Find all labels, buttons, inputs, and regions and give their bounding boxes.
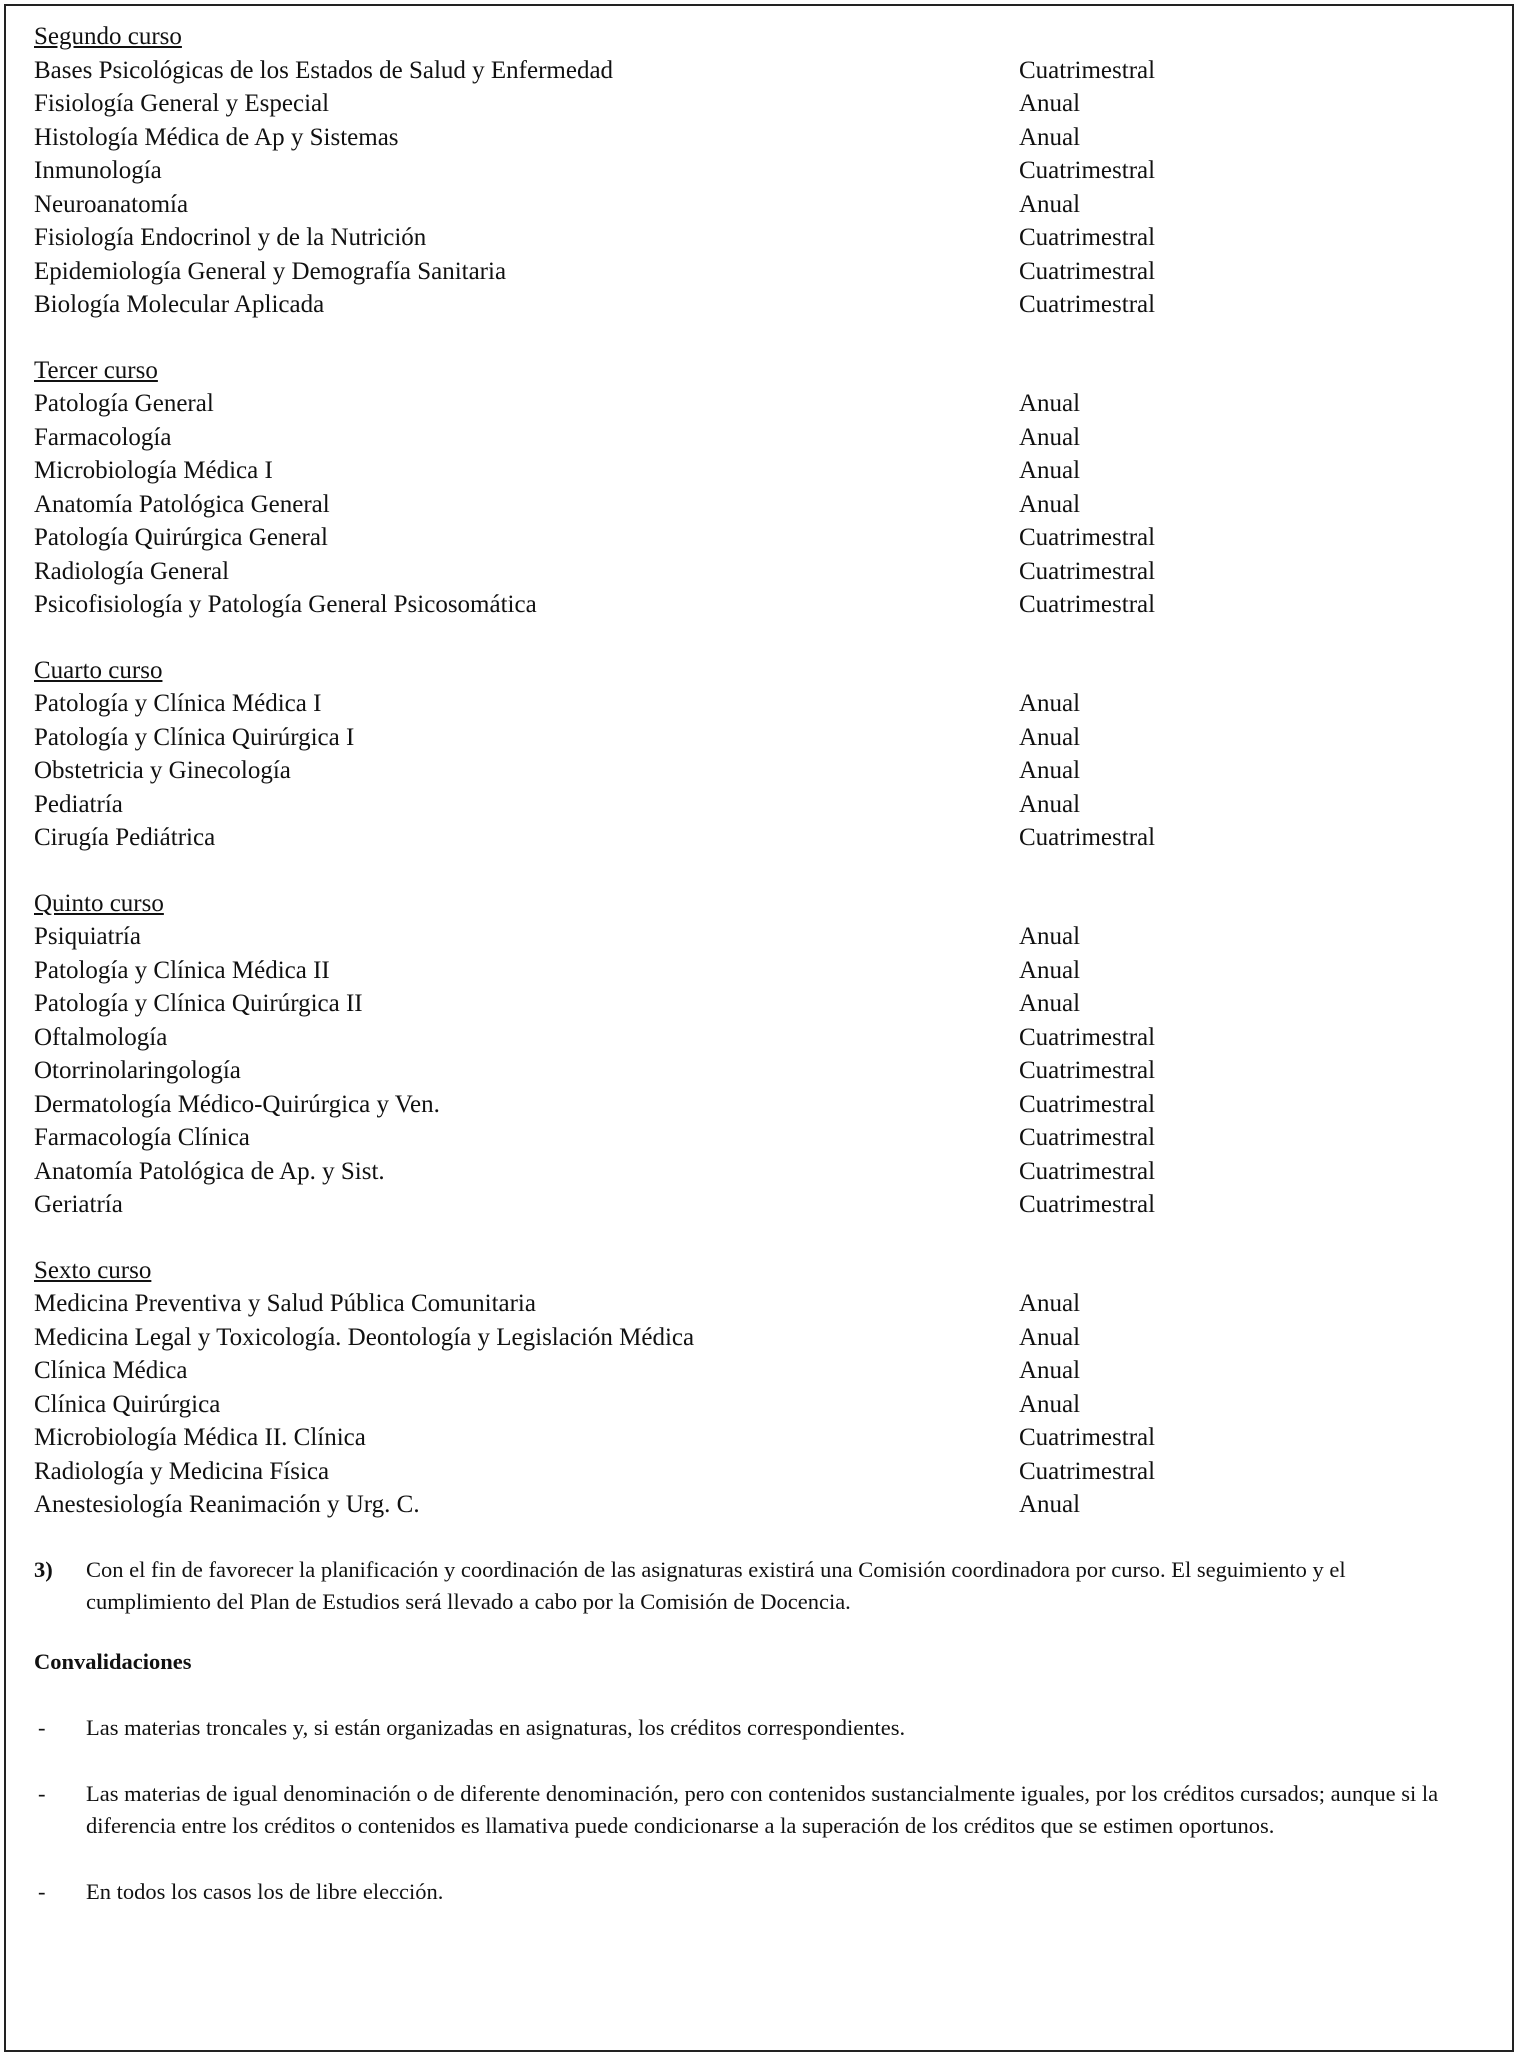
subject-duration: Anual — [1019, 690, 1081, 717]
subject-duration: Cuatrimestral — [1019, 591, 1156, 618]
subject-name: Obstetricia y Ginecología — [34, 757, 291, 784]
subject-duration: Cuatrimestral — [1019, 56, 1156, 84]
subject-row — [34, 1455, 1474, 1489]
subject-row — [34, 421, 1474, 455]
subject-duration: Anual — [1019, 90, 1081, 117]
subject-row — [34, 555, 1474, 589]
subject-name: Oftalmología — [34, 1023, 168, 1051]
subject-row — [34, 754, 1474, 788]
subject-name: Medicina Preventiva y Salud Pública Comunitaria — [34, 1290, 536, 1317]
subject-duration: Cuatrimestral — [1019, 1191, 1156, 1218]
subject-row — [34, 288, 1474, 322]
subject-name: Anatomía Patológica de Ap. y Sist. — [34, 1157, 385, 1185]
subject-name: Farmacología — [34, 423, 172, 451]
list-item — [34, 1712, 1474, 1744]
subject-name: Radiología y Medicina Física — [34, 1457, 330, 1485]
subject-name: Otorrinolaringología — [34, 1057, 241, 1084]
subject-name: Cirugía Pediátrica — [34, 824, 216, 851]
subject-name: Microbiología Médica I — [34, 457, 273, 484]
subject-name: Patología General — [34, 390, 214, 417]
subject-duration: Anual — [1019, 1290, 1081, 1317]
convalidaciones-heading: Convalidaciones — [34, 1648, 192, 1674]
subject-duration: Cuatrimestral — [1019, 1157, 1156, 1185]
subject-duration: Anual — [1019, 490, 1081, 518]
bullet-marker: - — [38, 1714, 46, 1740]
subject-duration: Anual — [1019, 1491, 1081, 1518]
subject-name: Farmacología Clínica — [34, 1124, 250, 1151]
subject-duration: Cuatrimestral — [1019, 291, 1156, 318]
subject-name: Neuroanatomía — [34, 190, 189, 218]
section-heading: Segundo curso — [34, 23, 182, 50]
subject-duration: Cuatrimestral — [1019, 157, 1156, 184]
subject-row — [34, 721, 1474, 755]
subject-duration: Anual — [1019, 990, 1081, 1017]
subject-name: Patología y Clínica Médica I — [34, 690, 322, 717]
subject-row — [34, 987, 1474, 1021]
subject-row — [34, 1121, 1474, 1155]
subject-duration: Anual — [1019, 923, 1081, 950]
subject-name: Bases Psicológicas de los Estados de Salud y Enfermedad — [34, 56, 614, 84]
course-section — [34, 354, 1474, 622]
list-item — [34, 1778, 1474, 1842]
subject-name: Geriatría — [34, 1191, 123, 1218]
subject-row — [34, 1088, 1474, 1122]
subject-name: Patología y Clínica Médica II — [34, 956, 330, 984]
subject-duration: Anual — [1019, 123, 1081, 151]
subject-row — [34, 454, 1474, 488]
subject-duration: Cuatrimestral — [1019, 1023, 1156, 1051]
subject-name: Clínica Quirúrgica — [34, 1390, 221, 1418]
subject-duration: Anual — [1019, 723, 1081, 751]
subject-name: Pediatría — [34, 790, 123, 818]
subject-row — [34, 1188, 1474, 1222]
subject-row — [34, 521, 1474, 555]
subject-row — [34, 387, 1474, 421]
list-item-text: En todos los casos los de libre elección. — [86, 1878, 444, 1904]
section-heading: Cuarto curso — [34, 656, 163, 684]
subject-name: Anestesiología Reanimación y Urg. C. — [34, 1491, 420, 1518]
subject-row — [34, 255, 1474, 289]
section-heading: Quinto curso — [34, 889, 164, 917]
list-item-text: Las materias de igual denominación o de diferente denominación, pero con contenidos sustancialmente iguales, por los créditos cursados; aunque si la diferencia entre los créditos o contenidos es llamativa puede condicionarse a la superación de los créditos que se estimen oportunos. — [86, 1780, 1439, 1838]
subject-row — [34, 788, 1474, 822]
subject-row — [34, 1388, 1474, 1422]
subject-row — [34, 687, 1474, 721]
subject-name: Psiquiatría — [34, 923, 141, 950]
subject-duration: Cuatrimestral — [1019, 1057, 1156, 1084]
subject-duration: Cuatrimestral — [1019, 1457, 1156, 1485]
course-section — [34, 654, 1474, 855]
subject-row — [34, 1155, 1474, 1189]
subject-row — [34, 1054, 1474, 1088]
subject-row — [34, 488, 1474, 522]
bullet-marker: - — [38, 1878, 46, 1904]
subject-row — [34, 1021, 1474, 1055]
subject-row — [34, 1354, 1474, 1388]
note-text: Con el fin de favorecer la planificación y coordinación de las asignaturas existirá una Comisión coordinadora por curso. El seguimiento y el cumplimiento del Plan de Estudios será llevado a cabo por la Comisión de Docencia. — [86, 1556, 1346, 1614]
note-number: 3) — [34, 1556, 53, 1582]
subject-row — [34, 920, 1474, 954]
list-item — [34, 1876, 1474, 1908]
subject-duration: Cuatrimestral — [1019, 224, 1156, 251]
subject-row — [34, 1321, 1474, 1355]
subject-name: Patología Quirúrgica General — [34, 524, 328, 551]
subject-duration: Cuatrimestral — [1019, 257, 1156, 285]
subject-row — [34, 154, 1474, 188]
subject-duration: Anual — [1019, 390, 1081, 417]
subject-name: Histología Médica de Ap y Sistemas — [34, 123, 399, 151]
subject-duration: Anual — [1019, 190, 1081, 218]
subject-name: Dermatología Médico-Quirúrgica y Ven. — [34, 1090, 440, 1118]
list-item-text: Las materias troncales y, si están organizadas en asignaturas, los créditos correspondientes. — [86, 1714, 906, 1740]
section-heading: Sexto curso — [34, 1256, 152, 1284]
subject-duration: Cuatrimestral — [1019, 1424, 1156, 1451]
course-section — [34, 20, 1474, 322]
subject-duration: Anual — [1019, 1323, 1081, 1351]
subject-duration: Cuatrimestral — [1019, 1124, 1156, 1151]
subject-row — [34, 1421, 1474, 1455]
subject-name: Psicofisiología y Patología General Psicosomática — [34, 591, 537, 618]
subject-row — [34, 54, 1474, 88]
course-section — [34, 887, 1474, 1222]
subject-row — [34, 221, 1474, 255]
subject-row — [34, 188, 1474, 222]
subject-row — [34, 1287, 1474, 1321]
course-section — [34, 1254, 1474, 1522]
subject-row — [34, 588, 1474, 622]
subject-row — [34, 1488, 1474, 1522]
document-body — [34, 20, 1474, 1908]
subject-row — [34, 121, 1474, 155]
subject-duration: Anual — [1019, 423, 1081, 451]
subject-name: Medicina Legal y Toxicología. Deontología y Legislación Médica — [34, 1323, 695, 1351]
course-sections — [34, 20, 1474, 1522]
subject-name: Epidemiología General y Demografía Sanitaria — [34, 257, 507, 285]
subject-row — [34, 821, 1474, 855]
subject-name: Radiología General — [34, 557, 230, 585]
subject-name: Patología y Clínica Quirúrgica I — [34, 723, 355, 751]
subject-duration: Cuatrimestral — [1019, 524, 1156, 551]
subject-name: Biología Molecular Aplicada — [34, 291, 325, 318]
bullet-marker: - — [38, 1780, 46, 1806]
subject-duration: Cuatrimestral — [1019, 824, 1156, 851]
convalidaciones-list — [34, 1712, 1474, 1908]
subject-name: Inmunología — [34, 157, 162, 184]
subject-name: Microbiología Médica II. Clínica — [34, 1424, 366, 1451]
subject-duration: Cuatrimestral — [1019, 1090, 1156, 1118]
subject-duration: Anual — [1019, 457, 1081, 484]
subject-name: Fisiología General y Especial — [34, 90, 330, 117]
subject-duration: Anual — [1019, 1390, 1081, 1418]
subject-name: Anatomía Patológica General — [34, 490, 330, 518]
subject-name: Fisiología Endocrinol y de la Nutrición — [34, 224, 427, 251]
subject-name: Patología y Clínica Quirúrgica II — [34, 990, 363, 1017]
subject-name: Clínica Médica — [34, 1357, 188, 1384]
section-heading: Tercer curso — [34, 356, 158, 384]
subject-duration: Anual — [1019, 757, 1081, 784]
subject-duration: Anual — [1019, 956, 1081, 984]
subject-duration: Cuatrimestral — [1019, 557, 1156, 585]
subject-duration: Anual — [1019, 790, 1081, 818]
note-paragraph — [34, 1554, 1474, 1618]
subject-row — [34, 954, 1474, 988]
subject-row — [34, 87, 1474, 121]
subject-duration: Anual — [1019, 1357, 1081, 1384]
